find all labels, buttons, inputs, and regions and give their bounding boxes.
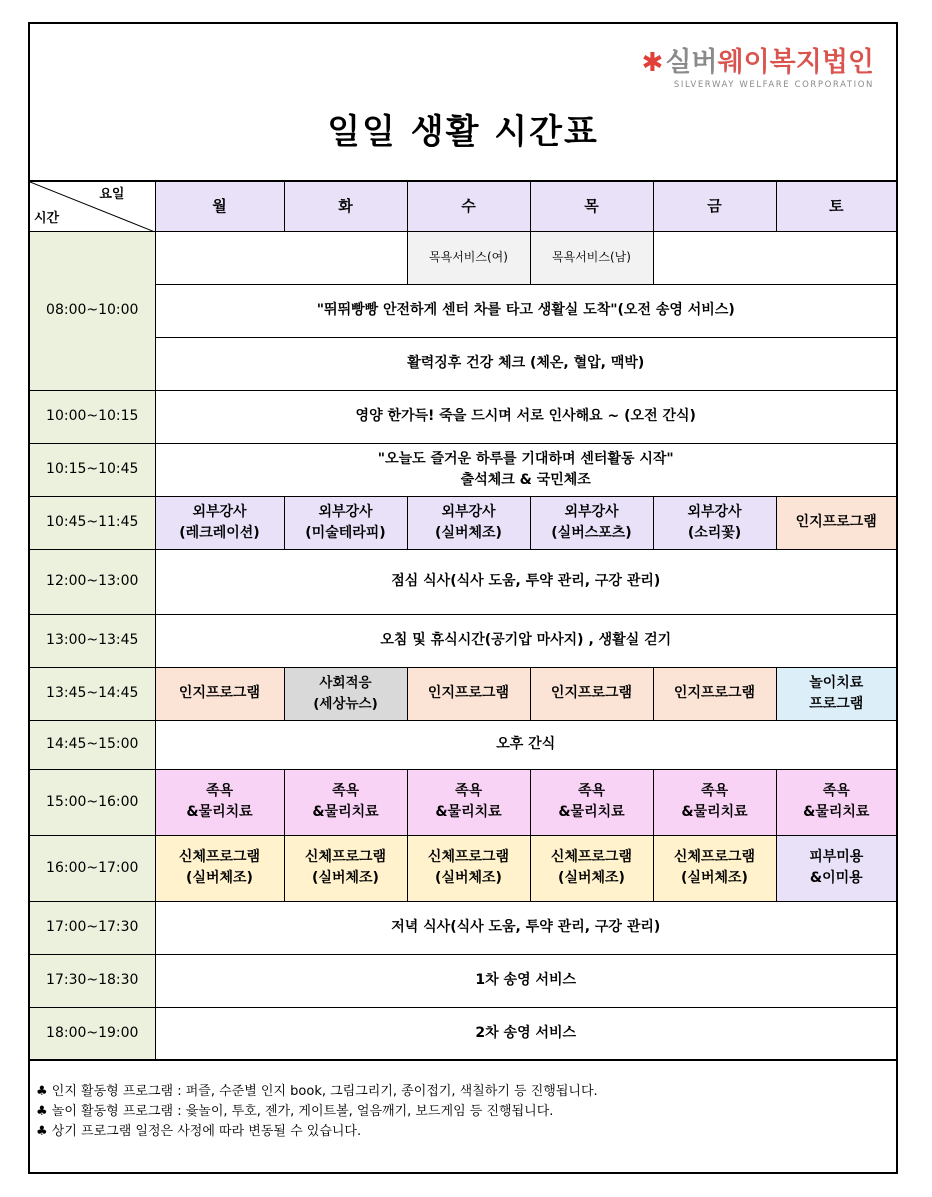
corner-header-cell bbox=[30, 181, 155, 231]
cell-line1: 족욕 bbox=[822, 783, 850, 799]
table-row bbox=[30, 443, 896, 496]
table-row bbox=[30, 284, 896, 337]
footnote-item: ♣ 놀이 활동형 프로그램 : 윷놀이, 투호, 젠가, 게이트볼, 얼음깨기, 보드게임 등 진행됩니다. bbox=[36, 1104, 554, 1119]
cell-line1: 신체프로그램 bbox=[550, 849, 633, 865]
dinner-cell: 저녁 식사(식사 도움, 투약 관리, 구강 관리) bbox=[155, 901, 896, 954]
table-row bbox=[30, 835, 896, 901]
table-row bbox=[30, 769, 896, 835]
skin-beauty-cell bbox=[776, 835, 896, 901]
cell-line1: 신체프로그램 bbox=[304, 849, 387, 865]
morning-snack-cell: 영양 한가득! 죽을 드시며 서로 인사해요 ~ (오전 간식) bbox=[155, 390, 896, 443]
outside-instructor-cell bbox=[653, 496, 776, 549]
lunch-cell: 점심 식사(식사 도움, 투약 관리, 구강 관리) bbox=[155, 549, 896, 614]
cell-line2: (소리꽃) bbox=[687, 524, 742, 541]
logo-brand-main: 실버 bbox=[665, 47, 718, 78]
cell-line2: (실버체조) bbox=[312, 870, 379, 886]
cell-line1: 외부강사 bbox=[564, 503, 619, 520]
logo-subtitle: SILVERWAY WELFARE CORPORATION bbox=[673, 80, 874, 90]
cell-line2: &물리치료 bbox=[312, 804, 379, 820]
cell-line2: (실버체조) bbox=[558, 870, 625, 886]
time-cell: 15:00~16:00 bbox=[30, 769, 155, 835]
pickup-service-cell: "뛰뛰빵빵 안전하게 센터 차를 타고 생활실 도착"(오전 송영 서비스) bbox=[155, 284, 896, 337]
day-header-fri: 금 bbox=[653, 181, 776, 231]
cell-line2: &물리치료 bbox=[558, 804, 625, 820]
time-cell: 10:45~11:45 bbox=[30, 496, 155, 549]
day-axis-label: 요일 bbox=[99, 187, 125, 202]
day-header-sat: 토 bbox=[776, 181, 896, 231]
empty-cell bbox=[653, 231, 896, 284]
foot-bath-cell bbox=[653, 769, 776, 835]
footnotes bbox=[36, 1082, 598, 1142]
cell-line2: (실버체조) bbox=[435, 870, 502, 886]
time-cell: 13:45~14:45 bbox=[30, 667, 155, 720]
physical-program-cell bbox=[530, 835, 653, 901]
foot-bath-cell bbox=[407, 769, 530, 835]
cell-line1: 족욕 bbox=[700, 783, 729, 799]
activity-start-line2: 출석체크 & 국민체조 bbox=[460, 471, 591, 488]
physical-program-cell bbox=[653, 835, 776, 901]
schedule-frame bbox=[28, 22, 898, 1174]
header-row bbox=[30, 181, 896, 231]
cell-line2: (세상뉴스) bbox=[313, 695, 378, 712]
company-logo bbox=[642, 48, 874, 90]
physical-program-cell bbox=[155, 835, 284, 901]
table-row bbox=[30, 337, 896, 390]
outside-instructor-cell bbox=[407, 496, 530, 549]
cell-line2: &물리치료 bbox=[435, 804, 502, 820]
cell-line1: 외부강사 bbox=[318, 503, 373, 520]
foot-bath-cell bbox=[776, 769, 896, 835]
table-row bbox=[30, 614, 896, 667]
cell-line2: (실버체조) bbox=[435, 524, 502, 541]
cognitive-program-cell: 인지프로그램 bbox=[407, 667, 530, 720]
first-ride-cell: 1차 송영 서비스 bbox=[155, 954, 896, 1007]
afternoon-snack-cell: 오후 간식 bbox=[155, 720, 896, 769]
time-cell: 08:00~10:00 bbox=[30, 231, 155, 390]
bath-female-cell: 목욕서비스(여) bbox=[407, 231, 530, 284]
social-adaptation-cell bbox=[284, 667, 407, 720]
cell-line1: 외부강사 bbox=[441, 503, 496, 520]
second-ride-cell: 2차 송영 서비스 bbox=[155, 1007, 896, 1060]
cell-line2: (실버스포츠) bbox=[551, 524, 632, 541]
footnote-item: ♣ 인지 활동형 프로그램 : 퍼즐, 수준별 인지 book, 그림그리기, 종이접기, 색칠하기 등 진행됩니다. bbox=[36, 1084, 598, 1099]
cell-line1: 놀이치료 bbox=[809, 674, 864, 691]
cell-line2: 프로그램 bbox=[809, 695, 864, 712]
asterisk-icon: ✱ bbox=[641, 48, 664, 78]
foot-bath-cell bbox=[530, 769, 653, 835]
foot-bath-cell bbox=[284, 769, 407, 835]
day-header-mon: 월 bbox=[155, 181, 284, 231]
bath-male-cell: 목욕서비스(남) bbox=[530, 231, 653, 284]
day-header-wed: 수 bbox=[407, 181, 530, 231]
table-row bbox=[30, 390, 896, 443]
outside-instructor-cell bbox=[155, 496, 284, 549]
time-cell: 16:00~17:00 bbox=[30, 835, 155, 901]
cell-line1: 족욕 bbox=[205, 783, 234, 799]
cell-line2: &물리치료 bbox=[803, 804, 870, 820]
table-row bbox=[30, 954, 896, 1007]
time-cell: 13:00~13:45 bbox=[30, 614, 155, 667]
empty-cell bbox=[155, 231, 407, 284]
cell-line2: (실버체조) bbox=[186, 870, 253, 886]
cell-line1: 족욕 bbox=[331, 783, 360, 799]
cognitive-program-cell: 인지프로그램 bbox=[776, 496, 896, 549]
rest-cell: 오침 및 휴식시간(공기압 마사지) , 생활실 걷기 bbox=[155, 614, 896, 667]
cell-line1: 족욕 bbox=[454, 783, 483, 799]
page-title: 일일 생활 시간표 bbox=[327, 112, 599, 152]
time-cell: 14:45~15:00 bbox=[30, 720, 155, 769]
table-row bbox=[30, 496, 896, 549]
schedule-table bbox=[30, 180, 896, 1061]
cell-line1: 족욕 bbox=[577, 783, 606, 799]
time-cell: 18:00~19:00 bbox=[30, 1007, 155, 1060]
time-cell: 10:00~10:15 bbox=[30, 390, 155, 443]
outside-instructor-cell bbox=[284, 496, 407, 549]
table-row bbox=[30, 1007, 896, 1060]
cell-line1: 신체프로그램 bbox=[178, 849, 261, 865]
cell-line2: &이미용 bbox=[809, 870, 863, 886]
cell-line2: (실버체조) bbox=[681, 870, 748, 886]
physical-program-cell bbox=[407, 835, 530, 901]
table-row bbox=[30, 667, 896, 720]
table-row bbox=[30, 720, 896, 769]
cell-line1: 외부강사 bbox=[687, 503, 742, 520]
cognitive-program-cell: 인지프로그램 bbox=[653, 667, 776, 720]
time-cell: 10:15~10:45 bbox=[30, 443, 155, 496]
time-cell: 17:00~17:30 bbox=[30, 901, 155, 954]
cell-line1: 신체프로그램 bbox=[673, 849, 756, 865]
cell-line1: 사회적응 bbox=[319, 674, 372, 691]
cognitive-program-cell: 인지프로그램 bbox=[530, 667, 653, 720]
time-cell: 12:00~13:00 bbox=[30, 549, 155, 614]
cell-line1: 외부강사 bbox=[192, 503, 247, 520]
cell-line2: (레크레이션) bbox=[179, 524, 260, 541]
document-header bbox=[30, 24, 896, 180]
footnote-item: ♣ 상기 프로그램 일정은 사정에 따라 변동될 수 있습니다. bbox=[36, 1124, 362, 1139]
vitals-check-cell: 활력징후 건강 체크 (체온, 혈압, 맥박) bbox=[155, 337, 896, 390]
cell-line2: (미술테라피) bbox=[305, 524, 386, 541]
cell-line1: 피부미용 bbox=[809, 849, 864, 865]
physical-program-cell bbox=[284, 835, 407, 901]
table-row bbox=[30, 901, 896, 954]
foot-bath-cell bbox=[155, 769, 284, 835]
table-row bbox=[30, 231, 896, 284]
activity-start-cell bbox=[155, 443, 896, 496]
time-axis-label: 시간 bbox=[34, 210, 60, 226]
outside-instructor-cell bbox=[530, 496, 653, 549]
day-header-thu: 목 bbox=[530, 181, 653, 231]
day-header-tue: 화 bbox=[284, 181, 407, 231]
logo-brand-accent: 웨이복지법인 bbox=[717, 47, 874, 78]
time-cell: 17:30~18:30 bbox=[30, 954, 155, 1007]
play-therapy-cell bbox=[776, 667, 896, 720]
cell-line2: &물리치료 bbox=[186, 804, 253, 820]
activity-start-line1: "오늘도 즐거운 하루를 기대하며 센터활동 시작" bbox=[377, 450, 674, 467]
cognitive-program-cell: 인지프로그램 bbox=[155, 667, 284, 720]
cell-line2: &물리치료 bbox=[681, 804, 748, 820]
table-row bbox=[30, 549, 896, 614]
cell-line1: 신체프로그램 bbox=[427, 849, 510, 865]
